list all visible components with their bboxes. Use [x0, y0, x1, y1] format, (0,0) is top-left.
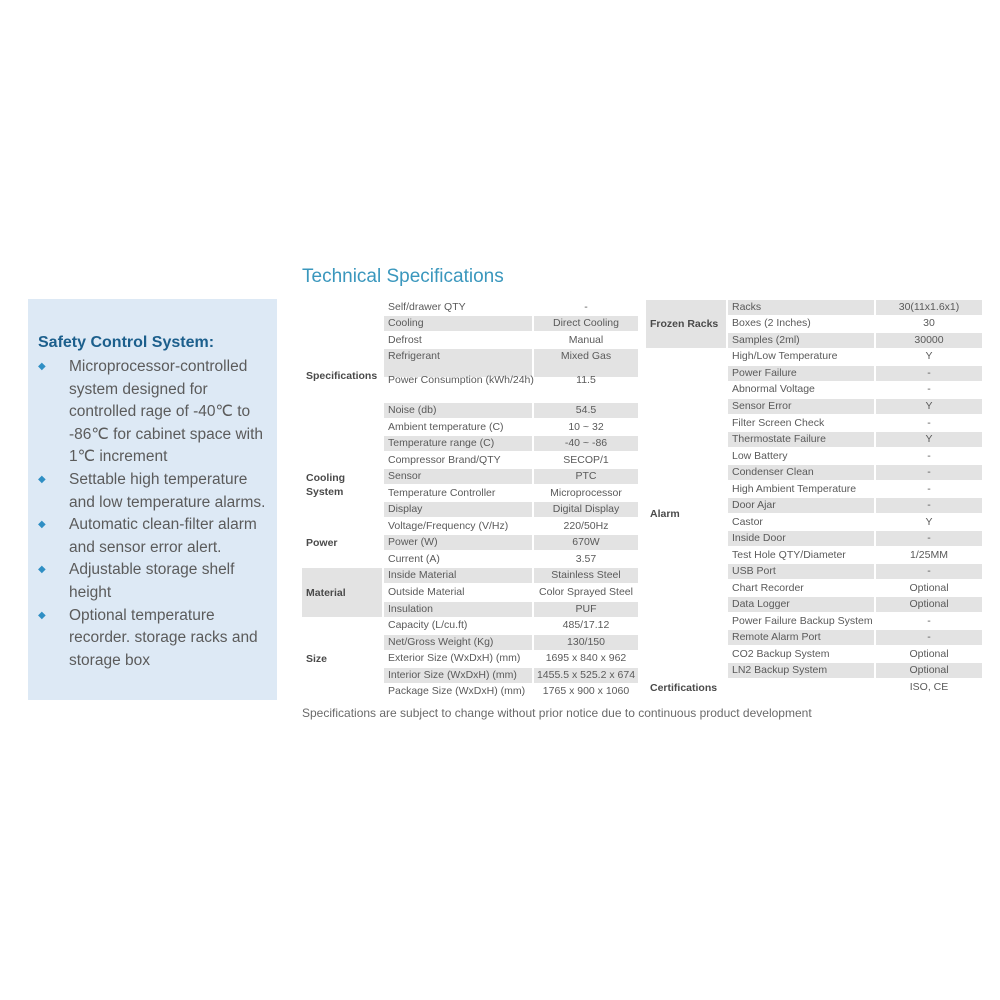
- table-row: [728, 614, 982, 629]
- param-value: -: [876, 630, 982, 645]
- param-name: Chart Recorder: [732, 582, 804, 594]
- param-name: USB Port: [728, 564, 876, 579]
- param-name: Package Size (WxDxH) (mm): [388, 685, 526, 697]
- param-name: CO2 Backup System: [732, 648, 830, 660]
- table-row: [728, 382, 982, 397]
- table-row: [384, 436, 638, 451]
- table-row: [728, 482, 982, 497]
- list-item: [38, 469, 273, 514]
- table-row: [728, 498, 982, 513]
- param-name: [728, 680, 876, 695]
- table-row: [728, 581, 982, 596]
- param-value: 3.57: [575, 553, 597, 565]
- table-row: [728, 548, 982, 563]
- diamond-bullet-icon: ◆: [38, 609, 46, 621]
- param-name: Filter Screen Check: [732, 417, 825, 429]
- param-value: Y: [876, 432, 982, 447]
- table-row: [728, 564, 982, 579]
- param-name: Data Logger: [728, 597, 876, 612]
- param-value: 30: [923, 317, 935, 329]
- param-value: -: [876, 465, 982, 480]
- param-name: Temperature range (C): [384, 436, 534, 451]
- group-label-certifications: Certifications: [650, 682, 718, 694]
- param-value: 670W: [534, 535, 638, 550]
- table-row: [728, 515, 982, 530]
- table-row: [384, 635, 638, 650]
- diamond-bullet-icon: ◆: [38, 564, 46, 576]
- param-value: -: [876, 531, 982, 546]
- param-name: Thermostate Failure: [728, 432, 876, 447]
- param-name: Power Failure: [728, 366, 876, 381]
- table-row: [728, 300, 982, 315]
- param-name: Net/Gross Weight (Kg): [384, 635, 534, 650]
- param-value: 54.5: [534, 403, 638, 418]
- param-value: SECOP/1: [563, 454, 609, 466]
- page-title: Technical Specifications: [302, 266, 504, 287]
- table-row: [728, 465, 982, 480]
- group-label-power: Power: [306, 537, 338, 549]
- param-value: PUF: [534, 602, 638, 617]
- param-value: PTC: [534, 469, 638, 484]
- param-value: -: [927, 417, 931, 429]
- table-row: [728, 647, 982, 662]
- param-value: Manual: [568, 334, 604, 346]
- param-value: 1695 x 840 x 962: [545, 652, 627, 664]
- param-name: Boxes (2 Inches): [732, 317, 811, 329]
- param-value: Color Sprayed Steel: [539, 586, 633, 598]
- param-value: Mixed Gas: [534, 349, 638, 377]
- feature-text: Microprocessor-controlled system designed for controlled rage of -40℃ to -86℃ for cabinet space with 1℃ increment: [69, 358, 264, 466]
- param-name: Capacity (L/cu.ft): [388, 619, 468, 631]
- param-name: Inside Door: [728, 531, 876, 546]
- param-name: Exterior Size (WxDxH) (mm): [388, 652, 521, 664]
- table-row: [384, 651, 638, 666]
- feature-text: Adjustable storage shelf height: [69, 561, 235, 601]
- table-row: [384, 585, 638, 600]
- param-name: Inside Material: [384, 568, 534, 583]
- param-value: 11.5: [576, 374, 596, 386]
- table-row: [728, 531, 982, 546]
- param-name: Ambient temperature (C): [388, 421, 504, 433]
- table-row: [728, 333, 982, 348]
- group-label-size: Size: [306, 653, 328, 665]
- param-name: LN2 Backup System: [728, 663, 876, 678]
- param-value: Optional: [876, 597, 982, 612]
- param-value: -: [927, 483, 931, 495]
- group-label-frozen-racks: Frozen Racks: [650, 318, 719, 330]
- param-value: 10 ~ 32: [568, 421, 604, 433]
- table-row: [384, 535, 638, 550]
- param-name: Remote Alarm Port: [728, 630, 876, 645]
- param-name: Voltage/Frequency (V/Hz): [388, 520, 509, 532]
- param-name: Temperature Controller: [388, 487, 496, 499]
- param-value: -: [927, 383, 931, 395]
- param-value: Y: [925, 516, 933, 528]
- param-name: Outside Material: [388, 586, 465, 598]
- param-value: -: [927, 615, 931, 627]
- param-name: High/Low Temperature: [732, 350, 838, 362]
- table-row: [728, 630, 982, 645]
- param-name: Power Failure Backup System: [732, 615, 873, 627]
- table-row: [728, 663, 982, 678]
- table-row: [384, 420, 638, 435]
- param-value: -: [927, 450, 931, 462]
- param-name: Condenser Clean: [728, 465, 876, 480]
- param-name: Current (A): [388, 553, 440, 565]
- list-item: [38, 514, 273, 559]
- param-name: Noise (db): [384, 403, 534, 418]
- table-row: [384, 316, 638, 331]
- table-row: [384, 602, 638, 617]
- param-name: Interior Size (WxDxH) (mm): [384, 668, 534, 683]
- param-name: Low Battery: [732, 450, 788, 462]
- list-item: [38, 605, 273, 673]
- param-value: 1765 x 900 x 1060: [542, 685, 630, 697]
- table-row: [728, 399, 982, 414]
- param-name: Defrost: [388, 334, 422, 346]
- table-row: [384, 373, 638, 401]
- param-name: Racks: [728, 300, 876, 315]
- table-row: [384, 568, 638, 583]
- param-value: ISO, CE: [909, 681, 949, 693]
- param-name: Abnormal Voltage: [732, 383, 815, 395]
- diamond-bullet-icon: ◆: [38, 473, 46, 485]
- table-row: [728, 366, 982, 381]
- table-row: [384, 684, 638, 699]
- param-name: High Ambient Temperature: [732, 483, 857, 495]
- table-row: [728, 597, 982, 612]
- param-name: Display: [384, 502, 534, 517]
- param-value: 485/17.12: [562, 619, 610, 631]
- disclaimer-text: Specifications are subject to change without prior notice due to continuous product development: [302, 706, 812, 720]
- safety-feature-list: [38, 356, 273, 672]
- param-value: Stainless Steel: [534, 568, 638, 583]
- feature-text: Optional temperature recorder. storage racks and storage box: [69, 606, 258, 669]
- param-name: Samples (2ml): [728, 333, 876, 348]
- param-value: 30(11x1.6x1): [876, 300, 982, 315]
- table-row: [384, 403, 638, 418]
- diamond-bullet-icon: ◆: [38, 361, 46, 372]
- table-row: [384, 486, 638, 501]
- param-value: 1/25MM: [910, 549, 948, 561]
- param-value: 1455.5 x 525.2 x 674: [534, 668, 638, 683]
- param-value: Direct Cooling: [534, 316, 638, 331]
- param-value: Microprocessor: [550, 487, 622, 499]
- param-name: Insulation: [384, 602, 534, 617]
- table-row: [728, 349, 982, 364]
- safety-control-panel: [28, 299, 277, 700]
- param-value: Y: [876, 399, 982, 414]
- param-name: Test Hole QTY/Diameter: [732, 549, 846, 561]
- param-name: Power Consumption (kWh/24h): [388, 374, 534, 386]
- param-value: Optional: [909, 582, 949, 594]
- table-row: [384, 469, 638, 484]
- table-row: [384, 333, 638, 348]
- feature-text: Automatic clean-filter alarm and sensor error alert.: [69, 516, 257, 556]
- group-label-alarm: Alarm: [650, 508, 680, 520]
- table-row: [384, 453, 638, 468]
- param-name: Sensor: [384, 469, 534, 484]
- param-name: Sensor Error: [728, 399, 876, 414]
- table-row: [384, 618, 638, 633]
- param-value: Y: [925, 350, 933, 362]
- table-row: [728, 416, 982, 431]
- param-value: -: [584, 301, 588, 313]
- param-value: -: [876, 498, 982, 513]
- param-value: -: [876, 366, 982, 381]
- feature-text: Settable high temperature and low temperature alarms.: [69, 470, 266, 511]
- table-row: [728, 449, 982, 464]
- table-row: [384, 552, 638, 567]
- group-label-cooling-system: Cooling System: [306, 472, 346, 498]
- param-name: Cooling: [384, 316, 534, 331]
- param-value: 130/150: [534, 635, 638, 650]
- group-label-material: Material: [306, 587, 346, 599]
- group-label-specifications: Specifications: [306, 370, 378, 382]
- table-row: [728, 680, 982, 695]
- list-item: [38, 559, 273, 604]
- param-value: -40 ~ -86: [534, 436, 638, 451]
- param-value: Digital Display: [534, 502, 638, 517]
- param-value: Optional: [909, 648, 949, 660]
- param-name: Door Ajar: [728, 498, 876, 513]
- param-value: -: [876, 564, 982, 579]
- param-name: Castor: [732, 516, 763, 528]
- param-name: Refrigerant: [384, 349, 534, 377]
- list-item: [38, 356, 273, 469]
- param-name: Compressor Brand/QTY: [388, 454, 501, 466]
- param-name: Self/drawer QTY: [388, 301, 466, 313]
- param-name: Power (W): [384, 535, 534, 550]
- safety-control-title: Safety Control System:: [38, 334, 215, 351]
- table-row: [384, 519, 638, 534]
- table-row: [384, 502, 638, 517]
- param-value: 30000: [876, 333, 982, 348]
- param-value: 220/50Hz: [563, 520, 609, 532]
- table-row: [728, 432, 982, 447]
- table-row: [384, 668, 638, 683]
- table-row: [384, 300, 638, 315]
- table-row: [728, 316, 982, 331]
- param-value: Optional: [876, 663, 982, 678]
- diamond-bullet-icon: ◆: [38, 519, 46, 531]
